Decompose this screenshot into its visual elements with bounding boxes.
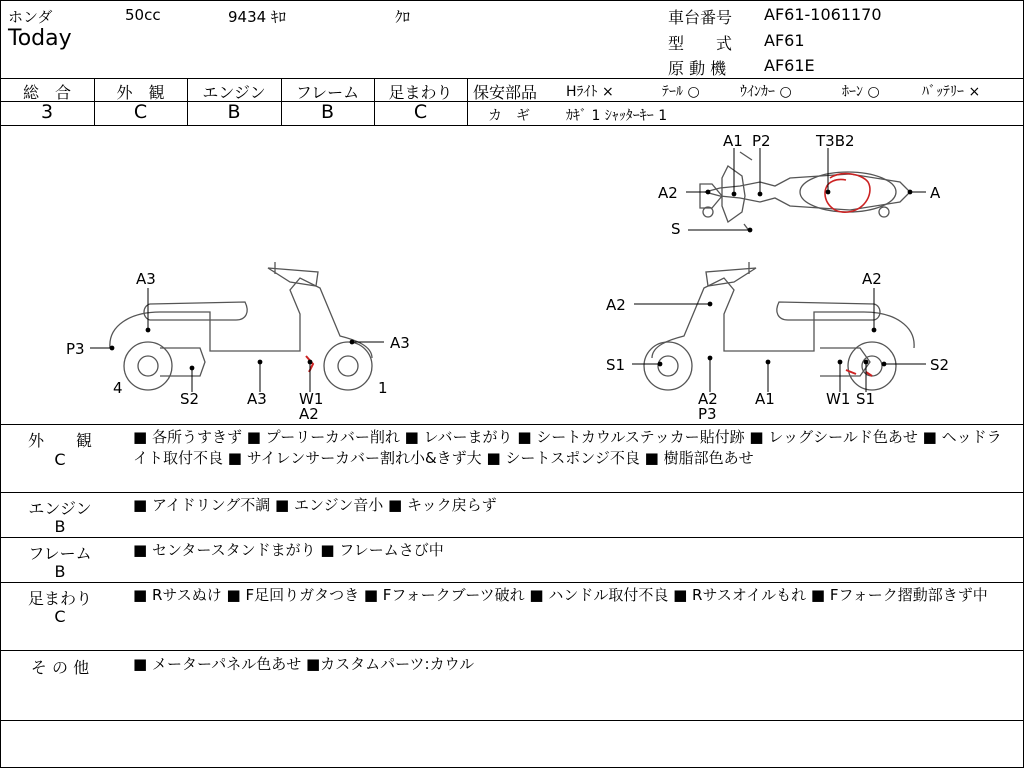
divider [0, 720, 1024, 721]
label-w1-left: W1 [299, 390, 324, 408]
damage-diagram [0, 126, 1024, 424]
label-s2-left: S2 [180, 390, 200, 408]
grade-header-total: 総 合 [22, 83, 71, 102]
grade-frame: B [320, 101, 335, 123]
remark-grade-suspension: C [54, 607, 66, 626]
grade-header-frame: フレーム [295, 83, 360, 102]
remark-grade-engine: B [54, 517, 66, 536]
grade-header-suspension: 足まわり [388, 83, 453, 102]
label-s-top: S [671, 220, 681, 238]
grade-header-engine: エンジン [202, 83, 266, 102]
divider [467, 78, 468, 125]
label-a2-right-top: A2 [862, 270, 882, 288]
grade-exterior: C [133, 101, 148, 123]
divider [0, 78, 1024, 79]
label-a3-left-top: A3 [136, 270, 156, 288]
safety-item-mark: × [601, 84, 614, 100]
label-a2-right-bottom: A2 [698, 390, 718, 408]
label-a-top: A [930, 184, 941, 202]
remark-label-engine: エンジン [28, 499, 92, 518]
label-w1-right: W1 [826, 390, 851, 408]
remark-label-exterior: 外 観 [27, 431, 92, 450]
grade-engine: B [227, 101, 241, 123]
engine-value: AF61E [764, 56, 815, 75]
label-p3-left: P3 [66, 340, 85, 358]
key-label: カ ギ [488, 108, 530, 124]
color: ｸﾛ [395, 8, 411, 26]
model-name: Today [8, 26, 72, 51]
divider [0, 650, 1024, 651]
remark-text-frame: ■ センタースタンドまがり ■ フレームさび中 [133, 541, 444, 559]
label-s1-right-left: S1 [606, 356, 626, 374]
damage-circle [825, 174, 870, 213]
safety-item-mark: ○ [867, 84, 880, 100]
safety-item-headlight [566, 81, 614, 101]
label-p2-top: P2 [752, 132, 771, 150]
divider [0, 492, 1024, 493]
remark-text-engine: ■ アイドリング不調 ■ エンジン音小 ■ キック戻らず [133, 496, 497, 514]
grade-total: 3 [40, 101, 54, 123]
safety-item-winker [740, 81, 792, 101]
label-4-left: 4 [113, 379, 123, 397]
right-view-scooter [632, 262, 926, 392]
type-value: AF61 [764, 31, 805, 50]
label-1-left: 1 [378, 379, 388, 397]
safety-item-tail [662, 81, 700, 101]
safety-item-mark: × [968, 84, 981, 100]
top-view-scooter [686, 148, 926, 232]
grade-header-exterior: 外 観 [116, 83, 165, 102]
label-p3-right: P3 [698, 405, 717, 423]
label-a2-left: A2 [299, 405, 319, 423]
label-a3-left-right: A3 [390, 334, 410, 352]
key-value: ｶｷﾞ 1 ｼｬｯﾀｰｷｰ 1 [566, 108, 668, 124]
label-a1-right: A1 [755, 390, 775, 408]
divider [0, 582, 1024, 583]
safety-item-name: ﾎｰﾝ [842, 84, 863, 100]
safety-label: 保安部品 [473, 83, 538, 102]
label-t3b2-top: T3B2 [816, 132, 855, 150]
divider [467, 101, 1024, 102]
remark-text-other: ■ メーターパネル色あせ ■カスタムパーツ:カウル [133, 655, 475, 673]
safety-item-horn [842, 81, 880, 101]
remark-text-suspension: ■ Rサスぬけ ■ F足回りガタつき ■ Fフォークブーツ破れ ■ ハンドル取付不良 ■ Rサスオイルもれ ■ Fフォーク摺動部きず中 [133, 586, 988, 604]
label-a1-top: A1 [723, 132, 743, 150]
label-s2-right: S2 [930, 356, 950, 374]
engine-label: 原 動 機 [668, 59, 727, 78]
displacement: 50cc [125, 6, 161, 24]
label-a3-left-bottom: A3 [247, 390, 267, 408]
safety-item-name: ﾃｰﾙ [662, 84, 683, 100]
divider [0, 537, 1024, 538]
left-view-scooter [90, 262, 384, 392]
remark-grade-exterior: C [54, 450, 66, 469]
maker: ホンダ [8, 8, 53, 26]
label-s1-right-bottom: S1 [856, 390, 876, 408]
remark-label-other: そ の 他 [30, 658, 90, 677]
frame-no-label: 車台番号 [668, 8, 733, 27]
safety-item-name: ﾊﾞｯﾃﾘｰ [922, 84, 964, 100]
remark-label-suspension: 足まわり [27, 589, 92, 608]
type-label: 型 式 [668, 34, 733, 53]
grade-suspension: C [413, 101, 428, 123]
frame-no: AF61-1061170 [764, 5, 882, 24]
safety-item-name: Hﾗｲﾄ [566, 84, 598, 100]
label-a2-top: A2 [658, 184, 678, 202]
safety-item-battery [922, 81, 980, 101]
safety-item-mark: ○ [779, 84, 792, 100]
safety-item-mark: ○ [687, 84, 700, 100]
label-a2-right-left: A2 [606, 296, 626, 314]
mileage: 9434 ｷﾛ [228, 8, 286, 26]
remark-grade-frame: B [54, 562, 66, 581]
divider [0, 424, 1024, 425]
remark-text-exterior: ■ 各所うすきず ■ プーリーカバー削れ ■ レバーまがり ■ シートカウルステッカー貼付跡 ■ レッグシールド色あせ ■ ヘッドライト取付不良 ■ サイレンサーカバー割れ小&きず大 ■ シートスポンジ不良 ■ 樹脂部色あせ [133, 428, 1002, 467]
safety-item-name: ｳｲﾝｶｰ [740, 84, 775, 100]
remark-label-frame: フレーム [28, 544, 92, 563]
